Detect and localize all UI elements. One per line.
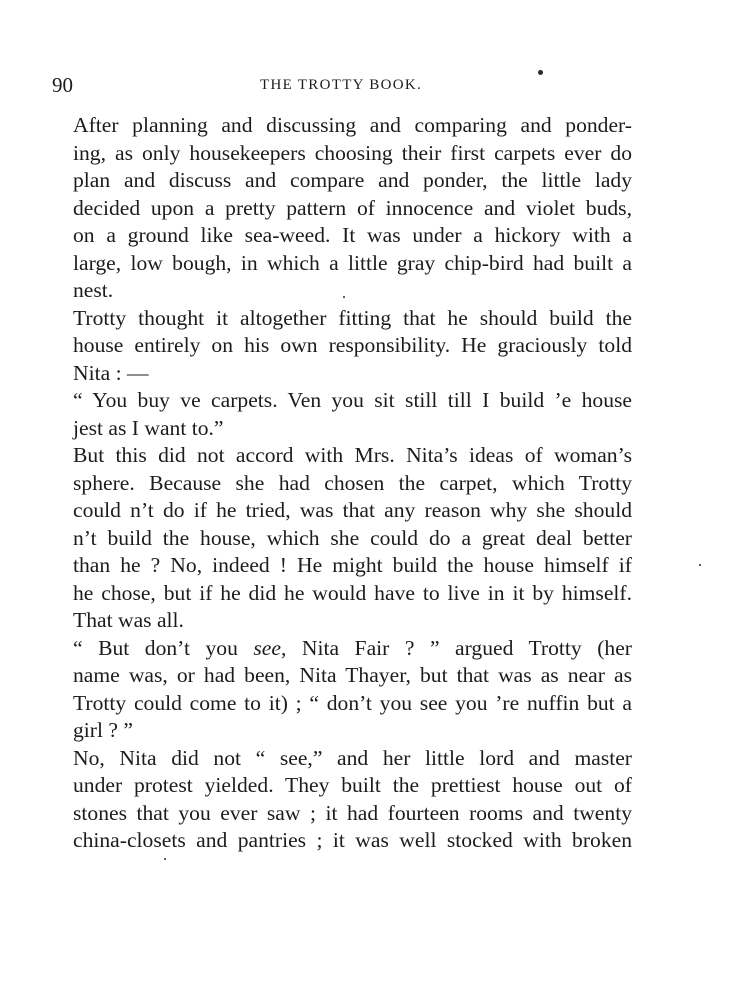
text-line: No, Nita did not “ see,” and her little lord and master <box>73 745 632 770</box>
text-line: nest. <box>73 278 114 302</box>
text-line: Nita : — <box>73 360 149 385</box>
text-line: name was, or had been, Nita Thayer, but that was as near as <box>73 663 632 687</box>
ink-speck <box>164 858 166 860</box>
page-number: 90 <box>52 73 73 97</box>
ink-speck <box>538 70 543 75</box>
text-line: That was all. <box>73 608 184 632</box>
text-line: jest as I want to.” <box>73 415 224 440</box>
text-line <box>52 635 632 663</box>
text-line: under protest yielded. They built the prettiest house out of <box>73 773 632 797</box>
text-line: Trotty could come to it) ; “ don’t you see you ’re nuffin but a <box>73 690 632 715</box>
paragraph <box>52 112 632 305</box>
text-line: on a ground like sea-weed. It was under a hickory with a <box>73 223 632 247</box>
paragraph <box>52 635 632 745</box>
text-line: girl ? ” <box>73 718 133 742</box>
text-line: house entirely on his own responsibility. He graciously told <box>73 333 632 357</box>
text-line: “ You buy ve carpets. Ven you sit still till I build ’e house <box>73 388 632 412</box>
text-line: stones that you ever saw ; it had fourteen rooms and twenty <box>73 800 632 825</box>
text-line: sphere. Because she had chosen the carpet, which Trotty <box>73 470 632 495</box>
text-line: than he ? No, indeed ! He might build the house himself if <box>73 553 632 577</box>
text-line: But this did not accord with Mrs. Nita’s ideas of woman’s <box>73 443 632 467</box>
running-head <box>52 72 632 98</box>
text-line: plan and discuss and compare and ponder, the little lady <box>73 168 632 192</box>
text-run: , Nita Fair ? ” argued Trotty (her <box>280 635 632 660</box>
text-line: large, low bough, in which a little gray chip-bird had built a <box>73 250 632 275</box>
text-line: n’t build the house, which she could do a great deal better <box>73 525 632 550</box>
text-line: he chose, but if he did he would have to live in it by himself. <box>73 580 632 605</box>
text-line: ing, as only housekeepers choosing their first carpets ever do <box>73 140 632 165</box>
emphasized-word: see <box>253 635 281 660</box>
text-line: could n’t do if he tried, was that any reason why she should <box>73 498 632 522</box>
paragraph <box>52 442 632 635</box>
paragraph <box>52 745 632 855</box>
paragraph <box>52 305 632 388</box>
running-title: THE TROTTY BOOK. <box>260 77 423 93</box>
text-line: Trotty thought it altogether fitting that he should build the <box>73 305 632 330</box>
body-text <box>52 112 632 855</box>
text-run: “ But don’t you <box>73 635 254 660</box>
text-line: decided upon a pretty pattern of innocence and violet buds, <box>73 195 632 220</box>
paragraph <box>52 387 632 442</box>
text-line: china-closets and pantries ; it was well stocked with broken <box>73 828 632 852</box>
text-line: After planning and discussing and comparing and ponder- <box>73 113 632 137</box>
ink-speck <box>699 564 701 566</box>
